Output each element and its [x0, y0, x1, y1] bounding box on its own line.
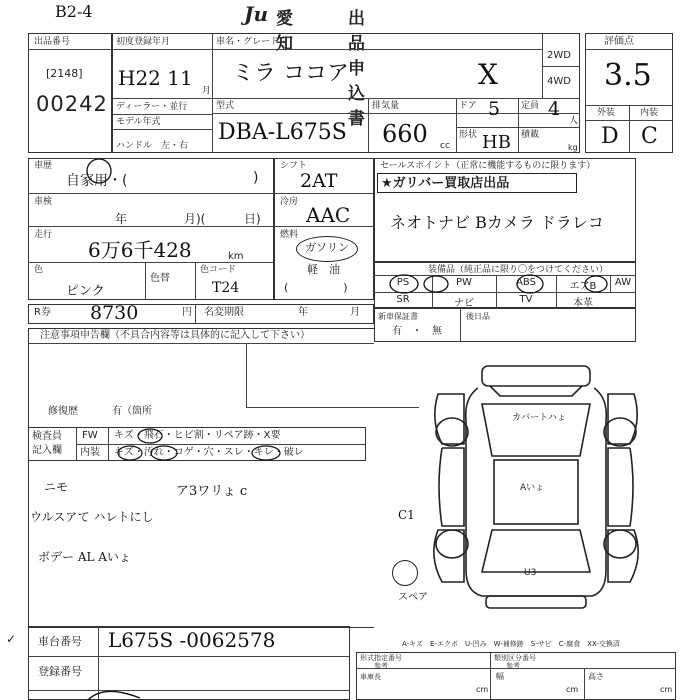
reg-number-label: 登録番号	[38, 665, 82, 678]
equip-ps: PS	[396, 277, 410, 288]
equip-airbag: エアB	[569, 281, 597, 292]
equip-navi: ナビ	[454, 298, 474, 309]
page-title: 出品申込書	[348, 9, 365, 129]
equip-sr: SR	[396, 294, 410, 305]
registration-value: H22 11	[118, 66, 193, 90]
fuel-label: 燃料	[280, 230, 299, 240]
lot-sub-number: [2148]	[46, 67, 83, 80]
inspector-marks	[108, 427, 366, 461]
inspector-label: 検査員	[32, 431, 62, 442]
corner-mark: B2-4	[55, 2, 93, 21]
name-change-year: 年	[298, 307, 308, 318]
diagram-legend: A-キズ E-エクボ U-凹み W-補修跡 S-サビ C-腐食 XX-交換済	[402, 640, 620, 648]
height-unit: cm	[660, 685, 673, 694]
title-pref: 愛知	[276, 9, 293, 54]
r-ticket-unit: 円	[182, 307, 192, 318]
manual-label: 新車保証書	[378, 312, 418, 321]
mileage-value: 6万6千428	[88, 238, 192, 262]
displacement-unit: cc	[440, 141, 450, 151]
grade-mark: X	[478, 58, 498, 91]
score-label: 評価点	[604, 36, 634, 47]
dealer-label: ディーラー・並行	[116, 102, 188, 112]
color-code-label: 色コード	[200, 265, 237, 275]
chassis-value: L675S -0062578	[108, 628, 276, 652]
score-exterior-label: 外装	[597, 108, 616, 118]
drive-4wd: 4WD	[547, 76, 571, 87]
manual-yes-no: 有 ・ 無	[392, 326, 442, 337]
equip-aw: AW	[614, 277, 632, 288]
fuel-bracket: ( )	[284, 281, 348, 294]
car-name-value: ミラ ココア	[232, 61, 349, 86]
chassis-label: 車台番号	[38, 635, 82, 648]
name-change-label: 名変期限	[204, 307, 244, 318]
classification-label: 類別区分番号	[494, 654, 536, 662]
capacity-unit: 人	[569, 116, 579, 126]
diagram-center-note: Aいょ	[520, 483, 545, 493]
classification-ref: 参考	[506, 662, 520, 670]
interior-check-text: キズ・汚れ・コゲ・穴・スレ・キレ・破レ	[114, 447, 304, 458]
inspection-label: 車検	[34, 197, 53, 207]
doors-value: 5	[488, 98, 501, 120]
r-ticket-label: R券	[34, 307, 51, 318]
designation-label: 形式指定番号	[360, 654, 402, 662]
fw-text: キズ・飛石・ヒビ割・リペア跡・X要	[114, 430, 281, 441]
model-year-label: モデル年式	[116, 117, 161, 127]
inspection-day: 日)	[244, 212, 261, 226]
inspection-month: 月)(	[184, 212, 206, 226]
diagram-spare-label: スペア	[398, 592, 428, 603]
color-label: 色	[34, 265, 44, 275]
note-line-1b: ア3ワリょ c	[176, 484, 248, 499]
doors-label: ドア	[459, 101, 477, 111]
spare-circle	[392, 560, 418, 586]
manual-spare-label: 後日品	[466, 312, 490, 321]
color-repaint-label: 色替	[150, 273, 170, 284]
notes-label: 注意事項申告欄（不具合内容等は具体的に記入して下さい）	[40, 330, 310, 341]
registration-month-suffix: 月	[202, 86, 212, 96]
repair-value: 有（箇所	[112, 406, 152, 417]
fuel-diesel: 軽 油	[307, 263, 340, 276]
sales-points-text: ネオトナビ Bカメラ ドラレコ	[390, 213, 604, 232]
displacement-label: 排気量	[372, 101, 400, 111]
reg-circle	[84, 686, 144, 700]
score-value: 3.5	[604, 58, 652, 93]
repair-label: 修復歴	[48, 406, 78, 417]
width-label: 幅	[496, 672, 504, 681]
r-ticket-box	[28, 304, 374, 324]
mileage-label: 走行	[34, 230, 53, 240]
fuel-gasoline: ガソリン	[305, 241, 349, 254]
load-unit: kg	[568, 143, 578, 152]
diagram-front-note: カバートハょ	[512, 413, 566, 423]
equip-leather: 本革	[573, 298, 593, 309]
note-line-2: ウルスアて ハレトにし	[30, 510, 154, 524]
cooler-label: 冷房	[280, 197, 299, 207]
color-code: T24	[212, 280, 240, 296]
ju-logo: Ju	[244, 2, 269, 26]
chassis-check: ✓	[6, 632, 17, 646]
history-close: )	[253, 170, 259, 186]
sales-points-label: セールスポイント（正常に機能するものに限ります）	[380, 161, 596, 171]
name-change-month: 月	[350, 307, 360, 318]
note-line-3: ボデー AL Aいょ	[38, 550, 131, 564]
equip-abs: ABS	[516, 277, 536, 288]
model-type-value: DBA-L675S	[218, 120, 347, 145]
note-line-1: ニモ	[44, 480, 69, 494]
mileage-unit: km	[228, 251, 244, 262]
r-ticket-value: 8730	[90, 302, 139, 324]
designation-ref: 参考	[374, 662, 388, 670]
sales-points-banner: ★ガリバー買取店出品	[377, 173, 577, 193]
capacity-value: 4	[548, 98, 561, 120]
entry-label: 記入欄	[32, 445, 62, 456]
interior-check-label: 内装	[80, 447, 100, 458]
diagram-rear-note: U3	[524, 568, 537, 578]
score-exterior: D	[601, 124, 619, 149]
shift-value: 2AT	[300, 170, 338, 192]
equipment-label: 装備品（純正品に限り〇をつけてください）	[428, 265, 609, 275]
equipment-circles	[374, 262, 636, 308]
car-name-label: 車名・グレード	[216, 37, 280, 47]
displacement-value: 660	[382, 120, 428, 148]
equip-pw: PW	[456, 277, 472, 288]
color-value: ピンク	[66, 284, 105, 299]
score-interior: C	[641, 124, 658, 149]
history-value: 自家用・(	[66, 173, 128, 189]
length-label: 車庫長	[360, 673, 381, 681]
drive-2wd: 2WD	[547, 50, 571, 61]
cooler-value: AAC	[306, 203, 351, 227]
lot-label: 出品番号	[34, 37, 71, 47]
load-label: 積載	[521, 130, 540, 140]
shift-label: シフト	[280, 161, 308, 171]
handle-label: ハンドル 左・右	[116, 141, 189, 151]
diagram-side-note: C1	[398, 508, 415, 522]
equip-tv: TV	[519, 294, 533, 305]
fuel-circle	[296, 236, 358, 262]
history-circle	[85, 156, 115, 186]
body-shape-value: HB	[482, 132, 511, 153]
registration-label: 初度登録年月	[116, 37, 171, 47]
capacity-label: 定員	[521, 101, 540, 111]
model-type-label: 型式	[216, 101, 235, 111]
length-unit: cm	[476, 685, 489, 694]
history-label: 車歴	[34, 161, 53, 171]
lot-number: 00242	[36, 92, 108, 116]
body-shape-label: 形状	[459, 130, 478, 140]
height-label: 高さ	[588, 672, 604, 681]
car-diagram	[420, 360, 650, 615]
notes-divider	[246, 343, 419, 408]
width-unit: cm	[566, 685, 579, 694]
score-interior-label: 内装	[640, 108, 659, 118]
fw-label: FW	[82, 430, 98, 441]
inspection-year: 年	[115, 212, 128, 226]
